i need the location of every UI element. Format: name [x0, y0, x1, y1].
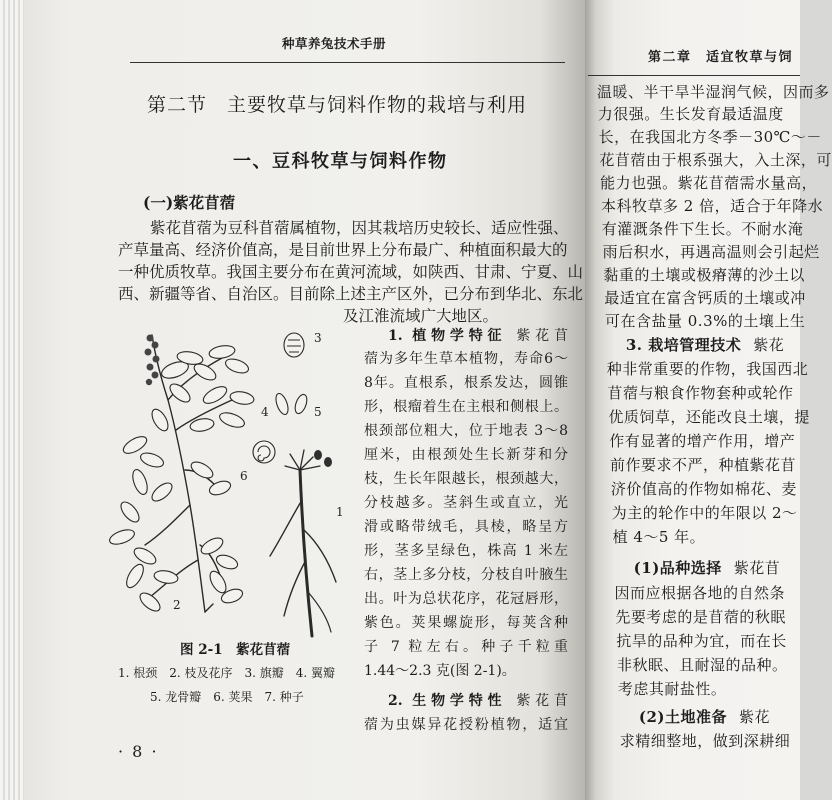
paragraph-heading: (2)土地准备 [638, 708, 728, 726]
figure-caption: 图 2-1 紫花苜蓿 [180, 642, 291, 658]
right-page-text-line: 雨后积水，再遇高温则会引起烂 [602, 243, 820, 261]
right-page-text-line: 种非常重要的作物，我国西北 [606, 360, 809, 378]
right-page-text-line: 植 4～5 年。 [612, 528, 706, 546]
right-page-text-line: 因而应根据各地的自然条 [614, 584, 786, 602]
right-page-text-line: 可在含盐量 0.3%的土壤上生 [605, 312, 806, 330]
right-page-text-line: 最适宜在富含钙质的土壤或冲 [604, 289, 806, 307]
column-text-line [388, 691, 568, 711]
subsection-title: 一、豆科牧草与饲料作物 [233, 151, 448, 172]
column-text-line: 8年。直根系，根系发达，圆锥 [364, 375, 568, 391]
intro-text-line: 西、新疆等省、自治区。目前除上述主产区外，已分布到华北、东北 [118, 285, 584, 303]
column-text-line: 形，根瘤着生在主根和侧根上。 [364, 399, 568, 415]
right-page-text-line: 为主的轮作中的年限以 2～ [611, 504, 798, 522]
section-title: 第二节 主要牧草与饲料作物的栽培与利用 [147, 94, 528, 116]
paragraph-heading: 2. 生物学特性 [388, 693, 507, 709]
column-text-line: 蓿为多年生草本植物，寿命6～ [364, 351, 568, 367]
right-page-text-line: 作有显著的增产作用，增产 [609, 432, 796, 450]
column-text-line: 出。叶为总状花序，花冠唇形， [364, 591, 568, 607]
right-page [585, 0, 832, 800]
right-page-text-line: 有灌溉条件下生长。不耐水淹 [601, 220, 804, 238]
column-text-line: 1.44～2.3 克(图 2-1)。 [364, 663, 516, 679]
column-text-line: 分枝越多。茎斜生或直立，光 [364, 495, 568, 511]
right-page-text-line: 先要考虑的是苜蓿的秋眠 [615, 608, 786, 626]
right-page-text-line: 非秋眠、且耐湿的品种。 [617, 656, 788, 674]
line-text: 紫花苜 [516, 693, 568, 709]
right-page-text-line: 前作要求不严，种植紫花苜 [610, 456, 797, 474]
figure-label-3: 3 [314, 331, 322, 345]
line-text: 紫花 [753, 336, 785, 354]
right-page-text-line: 本科牧草多 2 倍，适合于年降水 [600, 197, 824, 215]
figure-label-1: 1 [336, 505, 344, 519]
item-title: (一)紫花苜蓿 [143, 193, 236, 212]
line-text: 紫花苜 [733, 559, 781, 577]
right-page-text-line [626, 334, 784, 356]
column-text-line: 右，茎上多分枝，分枝自叶腋生 [364, 567, 568, 583]
right-page-text-line: 花苜蓿由于根系强大，入土深，可 [599, 151, 832, 169]
figure-legend-line: 1. 根颈 2. 枝及花序 3. 旗瓣 4. 翼瓣 [118, 666, 336, 680]
right-page-text-line: 济价值高的作物如棉花、麦 [610, 480, 797, 498]
line-text: 紫花苜 [516, 328, 568, 344]
intro-text-line: 及江淮流域广大地区。 [343, 307, 499, 325]
column-text-line: 厘米，由根颈处生长新芽和分 [364, 447, 568, 463]
column-text-line: 根颈部位粗大，位于地表 3～8 [364, 423, 568, 439]
column-text-line: 紫色。荚果螺旋形，每荚含种 [364, 615, 568, 631]
intro-text-line: 一种优质牧草。我国主要分布在黄河流域，如陕西、甘肃、宁夏、山 [118, 263, 584, 281]
header-rule [130, 62, 565, 63]
right-page-text-line: 力很强。生长发育最适温度 [597, 105, 784, 123]
intro-text-line: 产草量高、经济价值高，是目前世界上分布最广、种植面积最大的 [118, 241, 568, 259]
right-page-text-line: 求精细整地，做到深耕细 [619, 732, 791, 750]
paragraph-heading: 1. 植物学特征 [388, 328, 507, 344]
right-page-text-line [639, 706, 770, 728]
column-text-line: 蓿为虫媒异花授粉植物，适宜 [364, 717, 568, 733]
column-text-line: 滑或略带绒毛，具棱，略呈方 [364, 519, 568, 535]
figure-alfalfa-illustration [110, 320, 350, 640]
paragraph-heading: 3. 栽培管理技术 [625, 336, 742, 354]
figure-label-6: 6 [240, 469, 248, 483]
right-page-text-line: 苜蓿与粮食作物套种或轮作 [607, 384, 794, 402]
column-text-line: 子 7 粒左右。种子千粒重 [364, 639, 568, 655]
figure-label-2: 2 [173, 598, 181, 612]
line-text: 紫花 [739, 708, 771, 726]
page-number: · 8 · [118, 742, 159, 761]
intro-text-line: 紫花苜蓿为豆科苜蓿属植物，因其栽培历史较长、适应性强、 [150, 219, 569, 237]
header-rule [588, 75, 800, 76]
left-page [24, 0, 585, 800]
right-page-text-line: 优质饲草，还能改良土壤，提 [608, 408, 810, 426]
right-page-text-line: 长，在我国北方冬季－30℃～－ [598, 128, 822, 146]
figure-legend-line: 5. 龙骨瓣 6. 荚果 7. 种子 [150, 690, 304, 704]
paragraph-heading: (1)品种选择 [633, 559, 722, 577]
running-header-chapter: 第二章 适宜牧草与饲 [648, 50, 794, 65]
figure-label-5: 5 [314, 405, 322, 419]
right-page-text-line [634, 557, 781, 579]
running-header-book-title: 种草养兔技术手册 [282, 36, 387, 51]
right-page-text-line: 考虑其耐盐性。 [617, 680, 727, 698]
right-page-text-line: 温暖、半干旱半湿润气候，因而多 [597, 83, 830, 101]
right-page-text-line: 抗旱的品种为宜，而在长 [616, 632, 787, 650]
column-text-line: 形，茎多呈绿色，株高 1 米左 [364, 543, 568, 559]
right-page-text-line: 能力也强。紫花苜蓿需水量高， [600, 174, 818, 192]
column-text-line: 枝，生长年限越长，根颈越大， [364, 471, 568, 487]
figure-label-4: 4 [261, 405, 269, 419]
right-page-text-line: 黏重的土壤或极瘠薄的沙土以 [603, 266, 805, 284]
column-text-line [388, 326, 568, 346]
